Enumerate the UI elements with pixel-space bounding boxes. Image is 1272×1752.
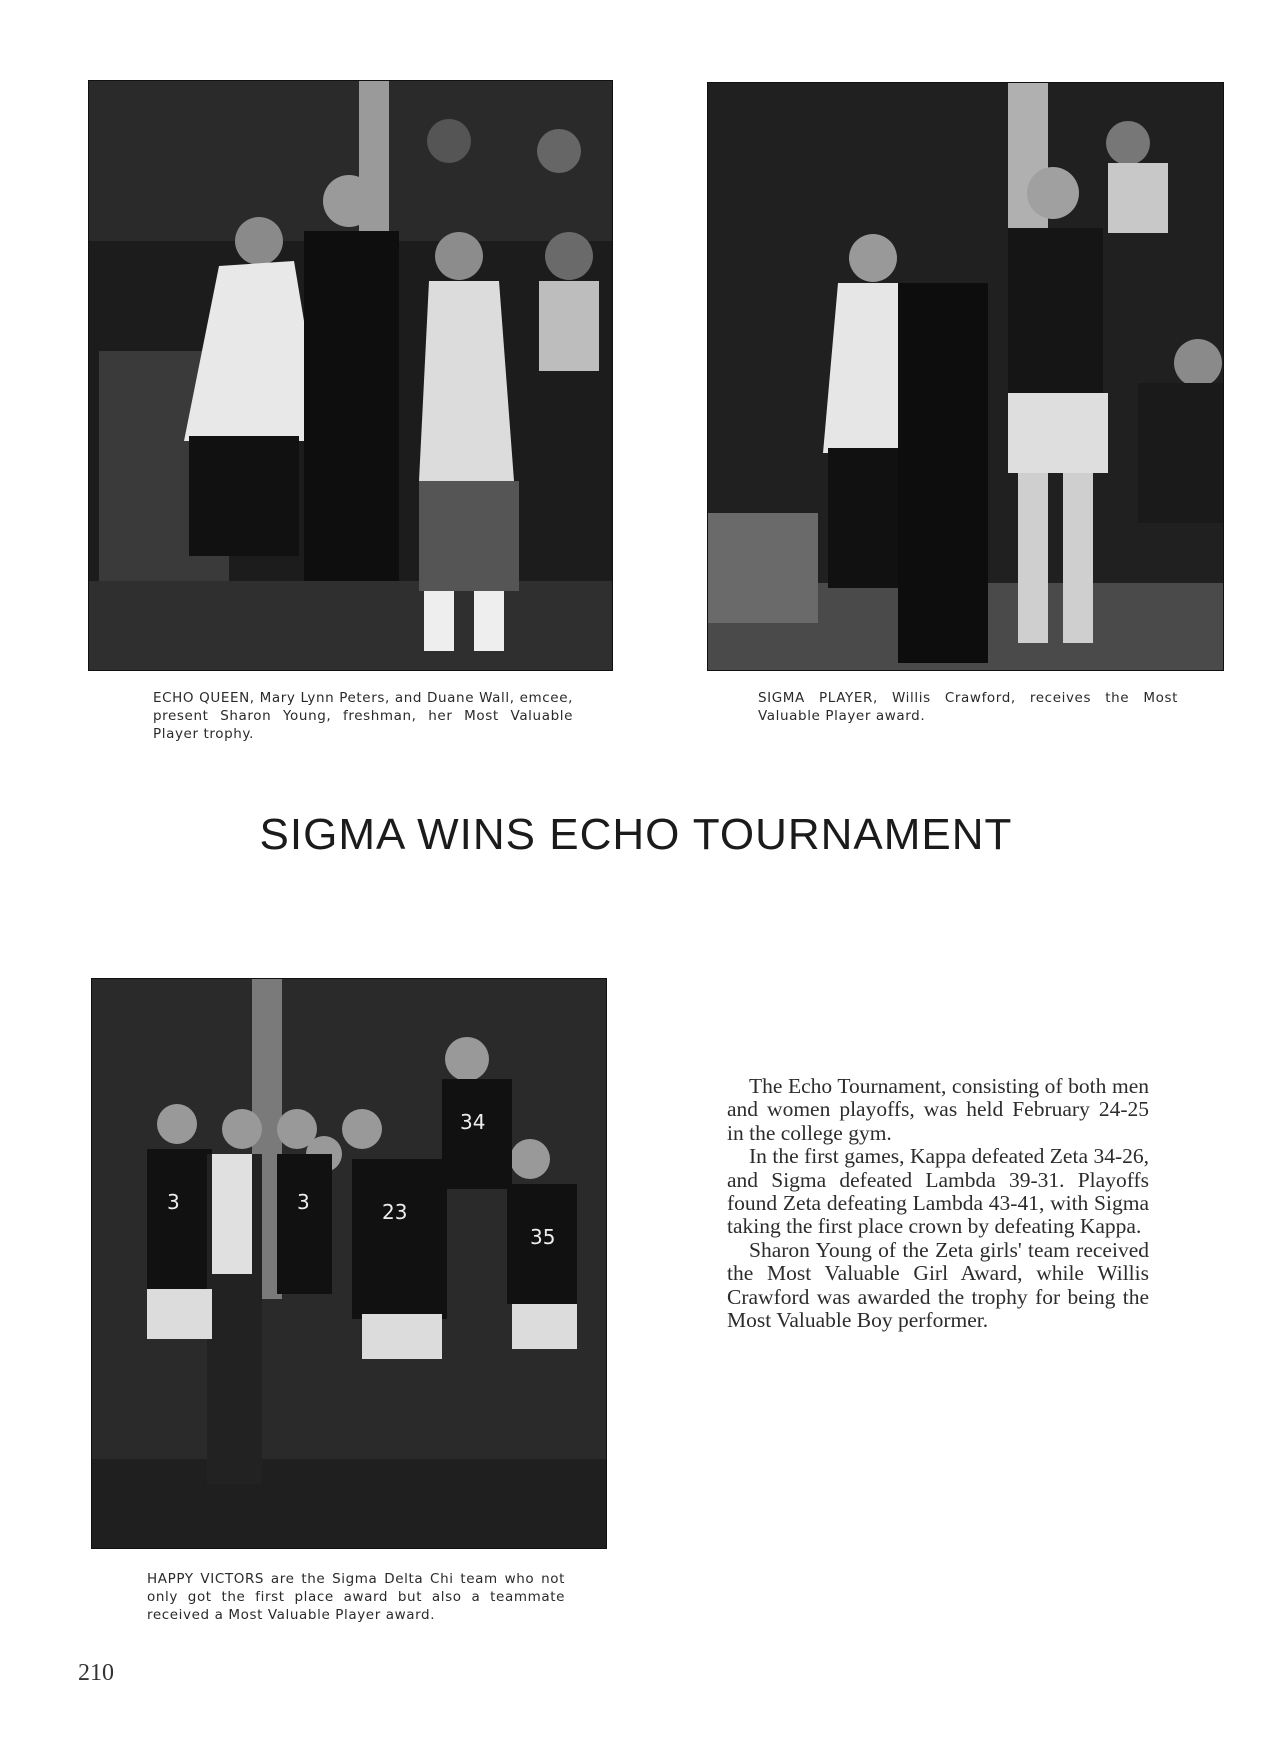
jersey-number: 23 [382, 1200, 408, 1224]
photo-happy-victors [91, 978, 607, 1549]
photo-echo-queen-image [89, 81, 612, 670]
photo-happy-victors-image [92, 979, 606, 1548]
article-paragraph: Sharon Young of the Zeta girls' team received the Most Valuable Girl Award, while Willis Crawford was awarded the trophy for being the Most Valuable Boy performer. [727, 1237, 1149, 1333]
jersey-number: 3 [297, 1190, 310, 1214]
jersey-number: 34 [460, 1110, 486, 1134]
caption-sigma-player: SIGMA PLAYER, Willis Crawford, receives the Most Valuable Player award. [758, 690, 1178, 724]
photo-sigma-player-image [708, 83, 1223, 670]
article-paragraph: In the first games, Kappa defeated Zeta 34-26, and Sigma defeated Lambda 39-31. Playoffs found Zeta defeating Lambda 43-41, with Sigma taking the first place crown by defeating Kappa. [727, 1144, 1149, 1239]
page-headline: SIGMA WINS ECHO TOURNAMENT [259, 810, 1013, 859]
article-paragraph: The Echo Tournament, consisting of both men and women playoffs, was held February 24-25 in the college gym. [727, 1074, 1149, 1145]
jersey-number: 3 [167, 1190, 180, 1214]
page-number: 210 [78, 1660, 114, 1686]
article-body [727, 1075, 1149, 1332]
photo-sigma-player [707, 82, 1224, 671]
photo-echo-queen [88, 80, 613, 671]
caption-happy-victors: HAPPY VICTORS are the Sigma Delta Chi team who not only got the first place award but also a teammate received a Most Valuable Player award. [147, 1571, 565, 1623]
jersey-number: 35 [530, 1225, 556, 1249]
caption-echo-queen: ECHO QUEEN, Mary Lynn Peters, and Duane Wall, emcee, present Sharon Young, freshman, her Most Valuable Player trophy. [153, 690, 573, 742]
